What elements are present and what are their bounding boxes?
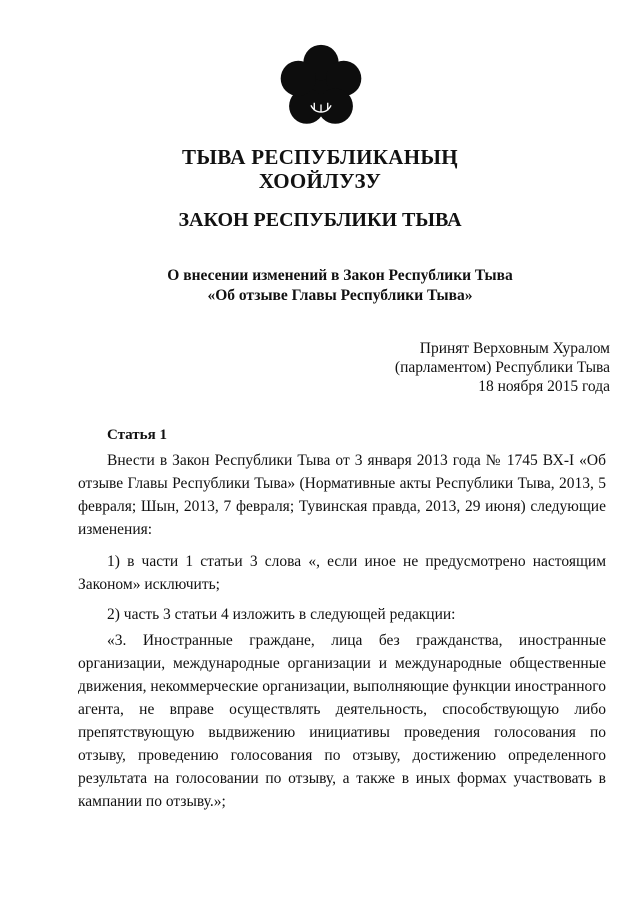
adopted-by-line2: (парламентом) Республики Тыва: [394, 359, 610, 376]
article-title: Статья 1: [107, 427, 167, 443]
tyvan-title-line2: ХООЙЛУЗУ: [258, 169, 382, 193]
article-intro-paragraph: [78, 449, 606, 541]
article-item-1-text: 1) в части 1 статьи 3 слова «, если иное не предусмотрено настоящим Законом» исключить;: [78, 553, 606, 593]
law-subject: [150, 266, 530, 306]
article-intro-text: Внести в Закон Республики Тыва от 3 января 2013 года № 1745 ВХ-I «Об отзыве Главы Республики Тыва» (Нормативные акты Республики Тыва, 2013, 5 февраля; Шын, 2013, 7 февраля; Тувинская правда, 2013, 29 июня) следующие изменения:: [78, 452, 606, 538]
law-subject-line2: «Об отзыве Главы Республики Тыва»: [207, 287, 473, 304]
article-item-2: [78, 603, 606, 626]
adoption-date: 18 ноября 2015 года: [478, 378, 610, 395]
law-subject-line1: О внесении изменений в Закон Республики Тыва: [167, 267, 513, 284]
adopted-by-line1: Принят Верховным Хуралом: [419, 340, 610, 357]
article-quote: [78, 629, 606, 813]
tyvan-title-line1: ТЫВА РЕСПУБЛИКАНЫҢ: [182, 145, 458, 169]
article-item-1: [78, 550, 606, 596]
coat-of-arms-icon: [279, 44, 363, 128]
article-item-2-text: 2) часть 3 статьи 4 изложить в следующей редакции:: [107, 606, 456, 623]
adoption-block: [310, 339, 610, 396]
law-title: ЗАКОН РЕСПУБЛИКИ ТЫВА: [178, 209, 462, 231]
article-quote-text: «3. Иностранные граждане, лица без гражданства, иностранные организации, международные организации и международные общественные движения, некоммерческие организации, выполняющие функции иностранного агента, не вправе осуществлять деятельность, способствующую либо препятствующую выдвижению инициативы проведения голосования по отзыву, проведению голосования по отзыву, достижению определенного результата на голосовании по отзыву, а также в иных формах участвовать в кампании по отзыву.»;: [78, 632, 606, 810]
